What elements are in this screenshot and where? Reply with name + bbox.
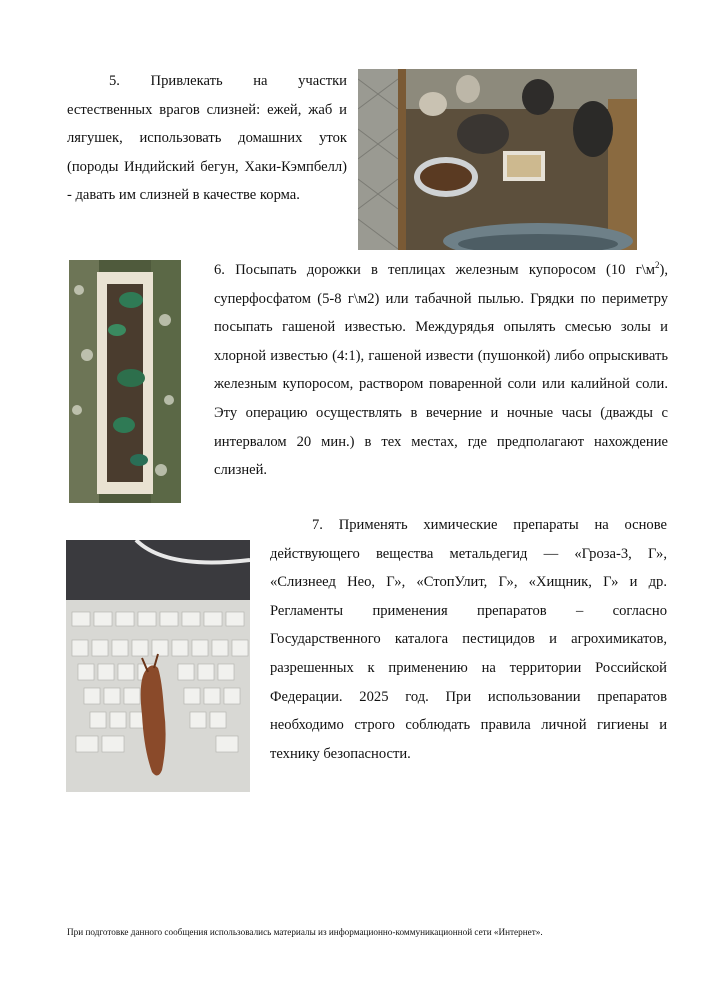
item-6-number: 6. [214, 262, 225, 278]
item-5-number: 5. [109, 73, 120, 89]
garden-bed-photo [69, 260, 181, 503]
item-7 [270, 511, 667, 768]
item-5-text [67, 67, 347, 210]
item-6-body-a: Посыпать дорожки в теплицах железным купоросом (10 г\м [235, 262, 655, 278]
item-6-text [214, 256, 668, 485]
item-5 [67, 67, 347, 210]
footnote: При подготовке данного сообщения использовались материалы из информационно-коммуникационной сети «Интернет». [67, 927, 543, 937]
item-7-text [270, 511, 667, 768]
slug-keyboard-photo [66, 540, 250, 792]
item-7-body: Применять химические препараты на основе действующего вещества метальдегид — «Гроза-3, Г», «Слизнеед Нео, Г», «СтопУлит, Г», «Хищник, Г» и др. Регламенты применения препаратов – согласно Государственного каталога пестицидов и агрохимикатов, разрешенных к применению на территории Российской Федерации. 2025 год. При использовании препаратов необходимо строго соблюдать правила личной гигиены и технику безопасности. [270, 517, 667, 762]
ducks-photo [358, 69, 637, 250]
item-6-sup: 2 [654, 260, 660, 271]
item-5-body: Привлекать на участки естественных врагов слизней: ежей, жаб и лягушек, использовать домашних уток (породы Индийский бегун, Хаки-Кэмпбелл) - давать им слизней в качестве корма. [67, 73, 347, 204]
item-7-number: 7. [312, 517, 323, 533]
item-6-body-b: ), суперфосфатом (5-8 г\м2) или табачной пылью. Грядки по периметру посыпать гашеной известью. Междурядья опылять смесью золы и хлорной известью (4:1), гашеной извести (пушонкой) либо опрыскивать железным купоросом, раствором поваренной соли или калийной соли. Эту операцию осуществлять в вечерние и ночные часы (дважды с интервалом 20 мин.) в тех местах, где предполагают нахождение слизней. [214, 262, 668, 479]
item-6 [214, 256, 668, 485]
